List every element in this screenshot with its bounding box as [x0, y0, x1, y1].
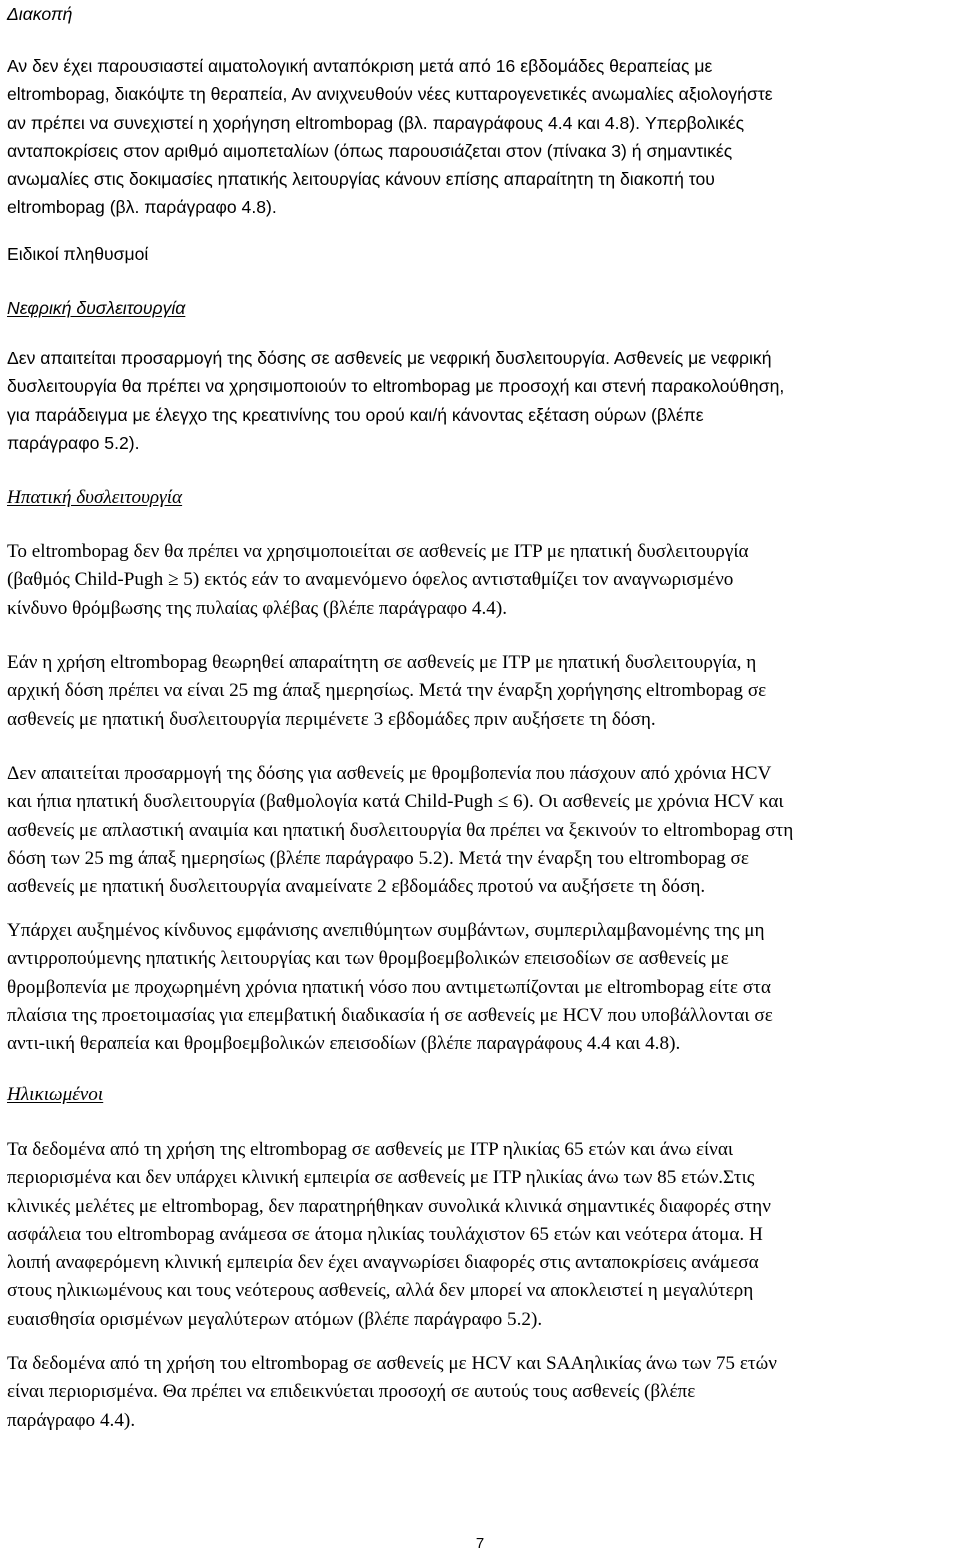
text-line: ασφάλεια του eltrombopag ανάμεσα σε άτομα ηλικίας τουλάχιστον 65 ετών και νεότερα άτομα. Η [7, 1223, 763, 1245]
elderly-paragraph-1 [7, 1136, 953, 1334]
text-line: είναι περιορισμένα. Θα πρέπει να επιδεικνύεται προσοχή σε αυτούς τους ασθενείς (βλέπε [7, 1381, 696, 1403]
elderly-heading: Ηλικιωμένοι [7, 1084, 104, 1105]
text-line: eltrombopag (βλ. παράγραφο 4.8). [7, 197, 277, 218]
text-line: (βαθμός Child-Pugh ≥ 5) εκτός εάν το αναμενόμενο όφελος αντισταθμίζει τον αναγνωρισμένο [7, 569, 734, 591]
text-line: eltrombopag, διακόψτε τη θεραπεία, Αν ανιχνευθούν νέες κυτταρογενετικές ανωμαλίες αξιολογήστε [7, 84, 773, 105]
special-populations-heading: Ειδικοί πληθυσμοί [7, 244, 149, 264]
text-line: περιορισμένα και δεν υπάρχει κλινική εμπειρία σε ασθενείς με ITP ηλικίας άνω των 85 ετών.Στις [7, 1167, 755, 1189]
text-line: ασθενείς με απλαστική αναιμία και ηπατική δυσλειτουργία θα πρέπει να ξεκινούν το eltrombopag στη [7, 819, 794, 841]
hepatic-impairment-heading: Ηπατική δυσλειτουργία [7, 487, 183, 508]
text-line: αντι-ιική θεραπεία και θρομβοεμβολικών επεισοδίων (βλέπε παραγράφους 4.4 και 4.8). [7, 1033, 681, 1055]
text-line: δόση των 25 mg άπαξ ημερησίως (βλέπε παράγραφο 5.2). Μετά την έναρξη του eltrombopag σε [7, 847, 749, 869]
text-line: παράγραφο 4.4). [7, 1409, 136, 1431]
text-line: ανταποκρίσεις στον αριθμό αιμοπεταλίων (όπως παρουσιάζεται στον (πίνακα 3) ή σημαντικές [7, 140, 733, 161]
text-line: αρχική δόση πρέπει να είναι 25 mg άπαξ ημερησίως. Μετά την έναρξη χορήγησης eltrombopag σε [7, 680, 767, 702]
text-line: πλαίσια της προετοιμασίας για επεμβατική διαδικασία ή σε ασθενείς με HCV που υποβάλλονται σε [7, 1004, 773, 1026]
text-line: Αν δεν έχει παρουσιαστεί αιματολογική ανταπόκριση μετά από 16 εβδομάδες θεραπείας με [7, 56, 713, 76]
text-line: στους ηλικιωμένους και τους νεότερους ασθενείς, αλλά δεν μπορεί να αποκλειστεί η μεγαλύτερη [7, 1280, 754, 1302]
text-line: για παράδειγμα με έλεγχο της κρεατινίνης του ορού και/ή κάνοντας εξέταση ούρων (βλέπε [7, 404, 704, 425]
text-line: αν πρέπει να συνεχιστεί η χορήγηση eltrombopag (βλ. παραγράφους 4.4 και 4.8). Υπερβολικές [7, 112, 745, 133]
text-line: Δεν απαιτείται προσαρμογή της δόσης σε ασθενείς με νεφρική δυσλειτουργία. Ασθενείς με νεφρική [7, 348, 772, 368]
text-line: Το eltrombopag δεν θα πρέπει να χρησιμοποιείται σε ασθενείς με ITP με ηπατική δυσλειτουργία [7, 541, 749, 562]
text-line: κίνδυνο θρόμβωσης της πυλαίας φλέβας (βλέπε παράγραφο 4.4). [7, 597, 508, 619]
text-line: Τα δεδομένα από τη χρήση της eltrombopag σε ασθενείς με ITP ηλικίας 65 ετών και άνω είναι [7, 1139, 734, 1160]
text-line: Τα δεδομένα από τη χρήση του eltrombopag σε ασθενείς με HCV και SAAηλικίας άνω των 75 ετών [7, 1353, 777, 1374]
hepatic-paragraph-3 [7, 760, 953, 901]
text-line: λοιπή αναφερόμενη κλινική εμπειρία δεν έχει αναγνωρίσει διαφορές στις ανταποκρίσεις ανάμεσα [7, 1252, 759, 1274]
text-line: και ήπια ηπατική δυσλειτουργία (βαθμολογία κατά Child-Pugh ≤ 6). Οι ασθενείς με χρόνια HCV και [7, 791, 784, 813]
renal-impairment-heading: Νεφρική δυσλειτουργία [7, 298, 186, 318]
text-line: ασθενείς με ηπατική δυσλειτουργία περιμένετε 3 εβδομάδες πριν αυξήσετε τη δόση. [7, 708, 656, 730]
hepatic-paragraph-2 [7, 649, 953, 734]
text-line: Υπάρχει αυξημένος κίνδυνος εμφάνισης ανεπιθύμητων συμβάντων, συμπεριλαμβανομένης της μη [7, 920, 765, 941]
text-line: δυσλειτουργία θα πρέπει να χρησιμοποιούν το eltrombopag με προσοχή και στενή παρακολούθηση, [7, 376, 785, 397]
hepatic-paragraph-1 [7, 538, 953, 623]
text-line: παράγραφο 5.2). [7, 432, 140, 453]
text-line: Εάν η χρήση eltrombopag θεωρηθεί απαραίτητη σε ασθενείς με ITP με ηπατική δυσλειτουργία, η [7, 652, 757, 673]
text-line: ανωμαλίες στις δοκιμασίες ηπατικής λειτουργίας κάνουν επίσης απαραίτητη τη διακοπή του [7, 169, 715, 190]
discontinuation-heading: Διακοπή [7, 4, 73, 24]
text-line: ασθενείς με ηπατική δυσλειτουργία αναμείνατε 2 εβδομάδες προτού να αυξήσετε τη δόση. [7, 876, 706, 898]
text-line: ευαισθησία ορισμένων μεγαλύτερων ατόμων (βλέπε παράγραφο 5.2). [7, 1308, 543, 1330]
text-line: θρομβοπενία με προχωρημένη χρόνια ηπατική νόσο που αντιμετωπίζονται με eltrombopag είτε στα [7, 976, 771, 998]
page-number: 7 [475, 1535, 485, 1552]
text-line: αντιρροπούμενης ηπατικής λειτουργίας και των θρομβοεμβολικών επεισοδίων σε ασθενείς με [7, 948, 729, 970]
text-line: Δεν απαιτείται προσαρμογή της δόσης για ασθενείς με θρομβοπενία που πάσχουν από χρόνια HCV [7, 763, 772, 784]
hepatic-paragraph-4 [7, 917, 953, 1058]
discontinuation-paragraph [7, 52, 953, 222]
elderly-paragraph-2 [7, 1350, 953, 1435]
text-line: κλινικές μελέτες με eltrombopag, δεν παρατηρήθηκαν συνολικά κλινικά σημαντικές διαφορές στην [7, 1195, 771, 1217]
renal-paragraph [7, 344, 953, 457]
